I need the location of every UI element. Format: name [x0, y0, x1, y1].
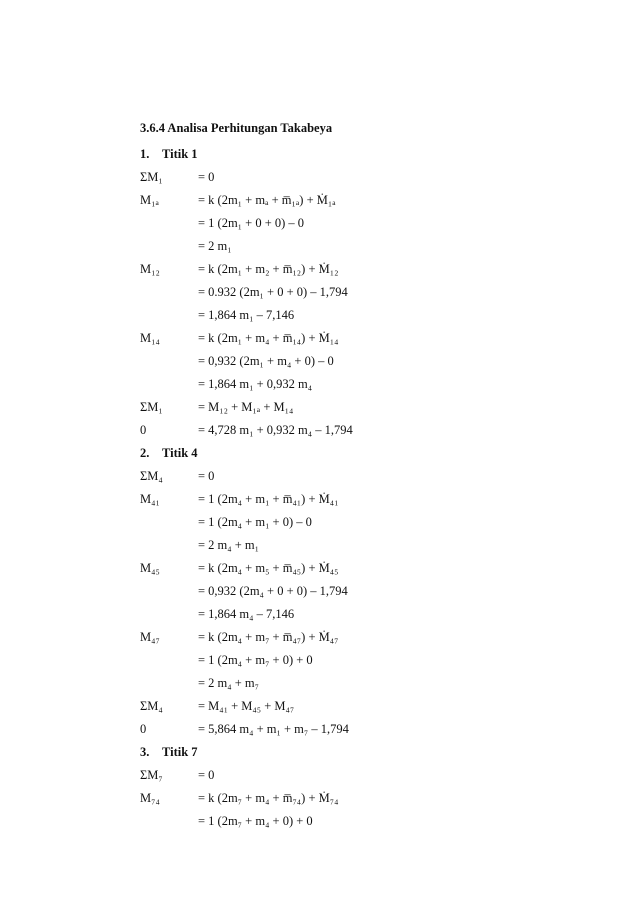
equation-line: [140, 350, 600, 373]
equation-line: [140, 396, 600, 419]
equation-rhs: = 1 (2m₁ + 0 + 0) – 0: [198, 216, 305, 230]
equation-line: [140, 764, 600, 787]
equation-line: [140, 327, 600, 350]
equation-lhs: ΣM₇: [140, 768, 163, 782]
equation-lhs: ΣM₁: [140, 170, 163, 184]
equation-rhs: = 2 m₁: [198, 239, 232, 253]
equation-rhs: = 0: [198, 469, 215, 483]
equation-line: [140, 626, 600, 649]
equation-lhs: 0: [140, 722, 147, 736]
subsection-number: 2.: [140, 446, 150, 460]
equation-lhs: ΣM₄: [140, 469, 163, 483]
equation-lhs: ΣM₁: [140, 400, 163, 414]
equation-lhs: M₄₇: [140, 630, 160, 644]
section-title: 3.6.4 Analisa Perhitungan Takabeya: [140, 121, 333, 135]
equation-rhs: = 1,864 m₁ – 7,146: [198, 308, 295, 322]
equation-line: [140, 373, 600, 396]
equation-line: [140, 603, 600, 626]
equation-line: [140, 649, 600, 672]
equation-rhs: = 1 (2m₄ + m₁ + m̅₄₁) + Ṁ₄₁: [198, 492, 339, 506]
equation-lhs: M₄₁: [140, 492, 160, 506]
equation-rhs: = 0,932 (2m₁ + m₄ + 0) – 0: [198, 354, 334, 368]
subsection-heading: [140, 143, 600, 166]
subsection-title: Titik 7: [162, 745, 198, 759]
equation-rhs: = 1 (2m₄ + m₁ + 0) – 0: [198, 515, 312, 529]
equation-line: [140, 511, 600, 534]
equation-line: [140, 166, 600, 189]
subsection-title: Titik 4: [162, 446, 198, 460]
subsection-heading: [140, 442, 600, 465]
equation-rhs: = 0,932 (2m₄ + 0 + 0) – 1,794: [198, 584, 348, 598]
equation-rhs: = k (2m₁ + m₂ + m̅₁₂) + Ṁ₁₂: [198, 262, 339, 276]
equation-rhs: = 1 (2m₇ + m₄ + 0) + 0: [198, 814, 313, 828]
equation-line: [140, 465, 600, 488]
equation-rhs: = M₁₂ + M₁ₐ + M₁₄: [198, 400, 294, 414]
equation-line: [140, 419, 600, 442]
equation-rhs: = k (2m₄ + m₅ + m̅₄₅) + Ṁ₄₅: [198, 561, 339, 575]
equation-lhs: M₇₄: [140, 791, 160, 805]
equation-rhs: = 1,864 m₁ + 0,932 m₄: [198, 377, 313, 391]
subsection-number: 3.: [140, 745, 150, 759]
equation-lhs: 0: [140, 423, 147, 437]
equation-line: [140, 258, 600, 281]
equation-rhs: = 2 m₄ + m₇: [198, 676, 260, 690]
equation-line: [140, 695, 600, 718]
equation-lhs: M₁ₐ: [140, 193, 159, 207]
equation-rhs: = 4,728 m₁ + 0,932 m₄ – 1,794: [198, 423, 353, 437]
equation-rhs: = 0: [198, 768, 215, 782]
equation-rhs: = k (2m₁ + m₄ + m̅₁₄) + Ṁ₁₄: [198, 331, 339, 345]
equation-rhs: = k (2m₇ + m₄ + m̅₇₄) + Ṁ₇₄: [198, 791, 339, 805]
equation-rhs: = 1,864 m₄ – 7,146: [198, 607, 295, 621]
equation-rhs: = 1 (2m₄ + m₇ + 0) + 0: [198, 653, 313, 667]
equation-rhs: = 5,864 m₄ + m₁ + m₇ – 1,794: [198, 722, 349, 736]
equation-rhs: = 0.932 (2m₁ + 0 + 0) – 1,794: [198, 285, 348, 299]
calculation-lines: [140, 143, 600, 833]
equation-rhs: = M₄₁ + M₄₅ + M₄₇: [198, 699, 295, 713]
equation-line: [140, 212, 600, 235]
equation-line: [140, 304, 600, 327]
equation-lhs: M₁₄: [140, 331, 160, 345]
equation-line: [140, 534, 600, 557]
equation-line: [140, 718, 600, 741]
subsection-heading: [140, 741, 600, 764]
equation-rhs: = 2 m₄ + m₁: [198, 538, 260, 552]
equation-line: [140, 281, 600, 304]
equation-line: [140, 580, 600, 603]
equation-rhs: = k (2m₄ + m₇ + m̅₄₇) + Ṁ₄₇: [198, 630, 339, 644]
equation-line: [140, 672, 600, 695]
equation-line: [140, 810, 600, 833]
equation-lhs: ΣM₄: [140, 699, 163, 713]
equation-line: [140, 189, 600, 212]
equation-line: [140, 557, 600, 580]
equation-line: [140, 488, 600, 511]
equation-rhs: = k (2m₁ + mₐ + m̅₁ₐ) + Ṁ₁ₐ: [198, 193, 336, 207]
equation-lhs: M₁₂: [140, 262, 160, 276]
subsection-title: Titik 1: [162, 147, 198, 161]
equation-line: [140, 235, 600, 258]
equation-line: [140, 787, 600, 810]
equation-rhs: = 0: [198, 170, 215, 184]
subsection-number: 1.: [140, 147, 150, 161]
equation-lhs: M₄₅: [140, 561, 160, 575]
